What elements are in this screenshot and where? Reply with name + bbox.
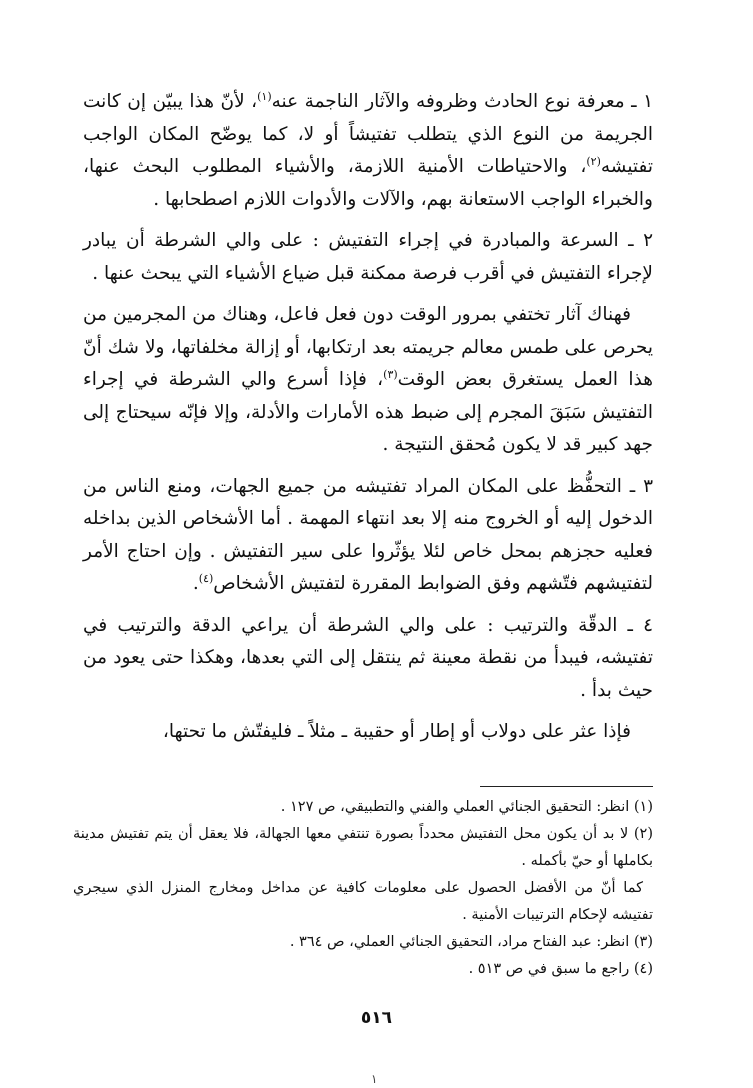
item-3-text: ٣ ـ التحفُّظ على المكان المراد تفتيشه من جميع الجهات، ومنع الناس من الدخول إليه أو الخروج منه إلا بعد انتهاء المهمة . أما الأشخاص الذين بداخله فعليه حجزهم بمحل خاص لئلا يؤثّروا على سير التفتيش . وإن احتاج الأمر لتفتيشهم فتّشهم وفق الضوابط المقررة لتفتيش الأشخاص — [83, 475, 653, 594]
footnote-ref-4: (٤) — [198, 571, 214, 585]
footnote-ref-3: (٣) — [383, 367, 398, 381]
item-1-text-a: ١ ـ معرفة نوع الحادث وظروفه والآثار الناجمة عنه — [271, 91, 654, 112]
footnotes — [73, 794, 653, 983]
paragraph-item-4: ٤ ـ الدقّة والترتيب : على والي الشرطة أن يراعي الدقة والترتيب في تفتيشه، فيبدأ من نقطة معينة ثم ينتقل إلى التي بعدها، وهكذا حتى يعود من حيث بدأ . — [83, 614, 653, 701]
footnote-ref-1: (١) — [257, 89, 272, 103]
item-3-end: . — [192, 573, 199, 594]
footnote-separator — [480, 786, 653, 787]
paragraph-item-1 — [83, 86, 653, 216]
paragraph-item-3 — [83, 471, 653, 601]
footnote-4: (٤) راجع ما سبق في ص ٥١٣ . — [468, 961, 653, 977]
footnote-2: (٢) لا بد أن يكون محل التفتيش محدداً بصورة تنتفي معها الجهالة، فلا يعقل أن يتم تفتيش مدينة بكاملها أو حيّ بأكمله . — [73, 826, 653, 869]
footnote-2-continued: كما أنّ من الأفضل الحصول على معلومات كافية عن مداخل ومخارج المنزل الذي سيجري تفتيشه لإحكام الترتيبات الأمنية . — [73, 880, 653, 923]
footnote-3: (٣) انظر: عبد الفتاح مراد، التحقيق الجنائي العملي، ص ٣٦٤ . — [289, 934, 653, 950]
paragraph-body-4: فإذا عثر على دولاب أو إطار أو حقيبة ـ مثلاً ـ فليفتّش ما تحتها، — [162, 721, 631, 742]
paragraph-item-2: ٢ ـ السرعة والمبادرة في إجراء التفتيش : على والي الشرطة أن يبادر لإجراء التفتيش في أقرب فرصة ممكنة قبل ضياع الأشياء التي يبحث عنها . — [83, 230, 653, 284]
paragraph-body-2 — [83, 299, 653, 462]
footnote-ref-2: (٢) — [586, 154, 601, 168]
footnote-1: (١) انظر: التحقيق الجنائي العملي والفني والتطبيقي، ص ١٢٧ . — [280, 799, 653, 815]
page-number: ٥١٦ — [360, 1008, 393, 1028]
item-1-text-b: ، لأنّ هذا يبيّن إن كانت الجريمة من النوع الذي يتطلب تفتيشاً أو لا، كما يوضّح المكان الواجب تفتيشه — [83, 91, 653, 177]
item-1-text-c: ، والاحتياطات الأمنية اللازمة، والأشياء المطلوب البحث عنها، والخبراء الواجب الاستعانة بهم، والآلات والأدوات اللازم اصطحابها . — [83, 156, 653, 210]
main-text — [83, 86, 653, 749]
body-2-text-b: ، فإذا أسرع والي الشرطة في إجراء التفتيش سَبَقَ المجرم إلى ضبط هذه الأمارات والأدلة، وإلا فإنّه سيحتاج إلى جهد كبير قد لا يكون مُحقق النتيجة . — [83, 369, 653, 455]
body-2-text-a: فهناك آثار تختفي بمرور الوقت دون فعل فاعل، وهناك من المجرمين من يحرص على طمس معالم جريمته بعد ارتكابها، أو إزالة مخلفاتها، ولا شك أنّ هذا العمل يستغرق بعض الوقت — [83, 304, 653, 390]
bottom-mark: ١ — [371, 1072, 378, 1086]
